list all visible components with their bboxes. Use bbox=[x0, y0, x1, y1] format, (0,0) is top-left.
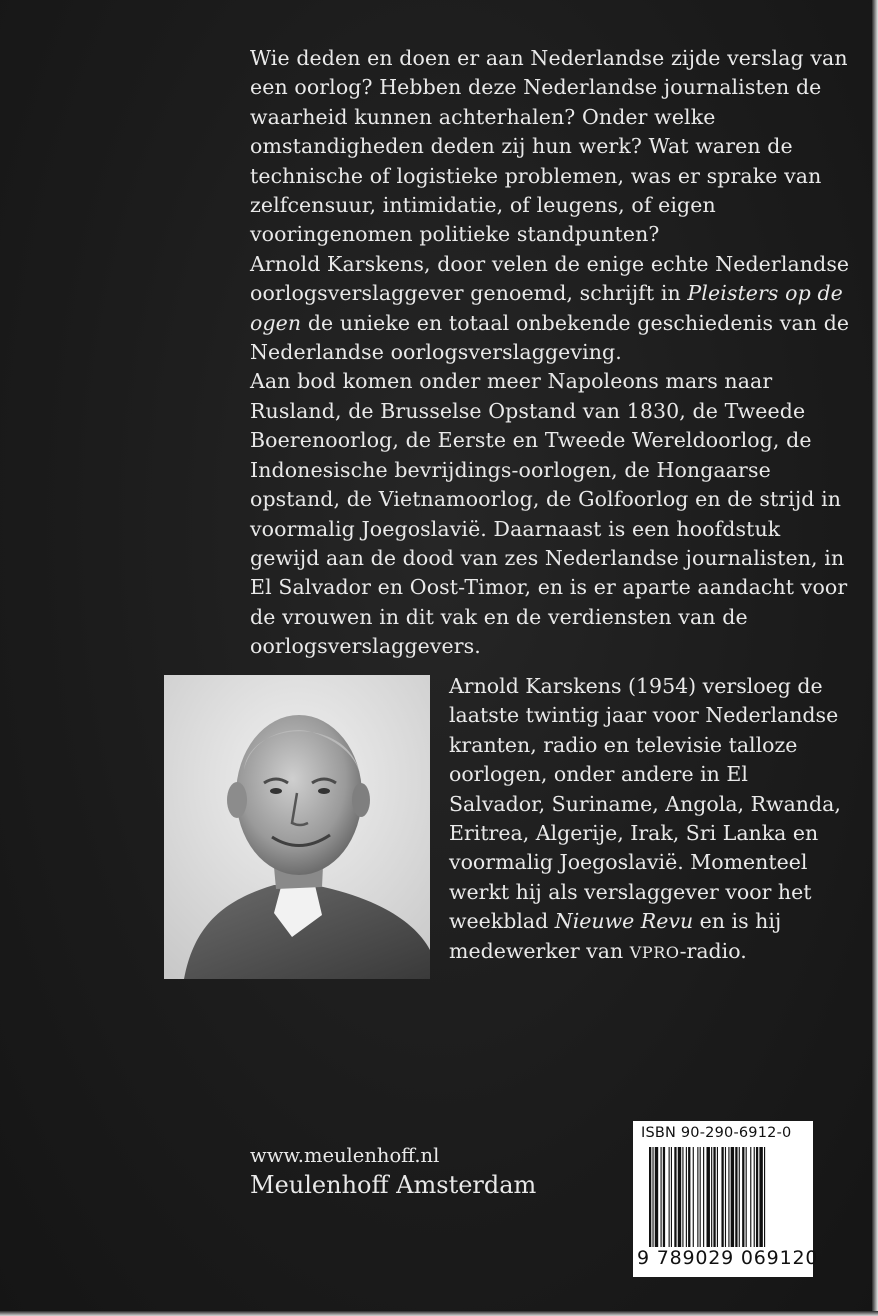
publisher-name: Meulenhoff Amsterdam bbox=[250, 1171, 537, 1199]
barcode-bar bbox=[735, 1147, 737, 1247]
barcode-bar bbox=[764, 1147, 765, 1247]
author-bio bbox=[449, 672, 849, 967]
barcode-bar bbox=[688, 1147, 690, 1247]
blurb-p2-before: Arnold Karskens, door velen de enige echte Nederlandse oorlogsverslaggever genoemd, schrijft in bbox=[250, 251, 850, 306]
barcode-bar bbox=[750, 1147, 751, 1247]
barcode-bar bbox=[693, 1147, 694, 1247]
barcode-bar bbox=[731, 1147, 734, 1247]
blurb-p2-after: de unieke en totaal onbekende geschiedenis van de Nederlandse oorlogsverslaggeving. bbox=[250, 310, 850, 365]
barcode-bar bbox=[728, 1147, 729, 1247]
author-bio-paragraph bbox=[449, 672, 849, 967]
author-photo bbox=[164, 675, 430, 979]
broadcaster-name: VPRO bbox=[629, 942, 680, 962]
barcode-bar bbox=[682, 1147, 683, 1247]
ean-number: 9 789029 069120 bbox=[637, 1247, 819, 1269]
barcode-bar bbox=[754, 1147, 755, 1247]
bio-text: Arnold Karskens (1954) versloeg de laatste twintig jaar voor Nederlandse kranten, radio en televisie talloze oorlogen, onder andere in El Salvador, Suriname, Angola, Rwanda, Eritrea, Algerije, Irak, Sri Lanka en voormalig Joegoslavië. Momenteel werkt hij als verslaggever voor het weekblad bbox=[449, 674, 841, 934]
barcode-bar bbox=[759, 1147, 762, 1247]
blurb-paragraph-3: Aan bod komen onder meer Napoleons mars naar Rusland, de Brusselse Opstand van 1830, de Tweede Boerenoorlog, de Eerste en Tweede Wereldoorlog, de Indonesische bevrijdings-oorlogen, de Hongaarse opstand, de Vietnamoorlog, de Golfoorlog en de strijd in voormalig Joegoslavië. Daarnaast is een hoofdstuk gewijd aan de dood van zes Nederlandse journalisten, in El Salvador en Oost-Timor, en is er aparte aandacht voor de vrouwen in dit vak en de verdiensten van de oorlogsverslaggevers. bbox=[250, 369, 848, 659]
barcode-bar bbox=[711, 1147, 712, 1247]
barcode-bar bbox=[669, 1147, 670, 1247]
barcode-bar bbox=[703, 1147, 704, 1247]
barcode-label bbox=[633, 1121, 819, 1277]
bio-end: -radio. bbox=[679, 938, 747, 963]
cover-edge-right bbox=[872, 0, 878, 1316]
barcode-bar bbox=[661, 1147, 662, 1247]
barcode-bar bbox=[652, 1147, 653, 1247]
barcode-bar bbox=[756, 1147, 758, 1247]
barcode-bar bbox=[697, 1147, 698, 1247]
bio-middle: en is hij medewerker van bbox=[449, 909, 782, 963]
cover-edge-bottom bbox=[0, 1311, 878, 1316]
isbn-number: ISBN 90-290-6912-0 bbox=[641, 1125, 792, 1141]
barcode-bar bbox=[655, 1147, 658, 1247]
barcode-bar bbox=[663, 1147, 665, 1247]
barcode-bar bbox=[649, 1147, 651, 1247]
publisher-url: www.meulenhoff.nl bbox=[250, 1144, 440, 1167]
book-title: Pleisters op de ogen bbox=[250, 281, 843, 335]
barcode-bar bbox=[700, 1147, 701, 1247]
barcode-bar bbox=[739, 1147, 740, 1247]
barcode-bars bbox=[649, 1147, 799, 1247]
barcode-bar bbox=[671, 1147, 672, 1247]
blurb-text bbox=[250, 44, 850, 662]
barcode-bar bbox=[713, 1147, 715, 1247]
blurb-paragraph-2 bbox=[250, 250, 850, 368]
barcode-bar bbox=[678, 1147, 681, 1247]
barcode-bar bbox=[674, 1147, 676, 1247]
barcode-bar bbox=[742, 1147, 744, 1247]
blurb-paragraph-1: Wie deden en doen er aan Nederlandse zijde verslag van een oorlog? Hebben deze Nederlandse journalisten de waarheid kunnen achterhalen? Onder welke omstandigheden deden zij hun werk? Wat waren de technische of logistieke problemen, was er sprake van zelfcensuur, intimidatie, of leugens, of eigen vooringenomen politieke standpunten? bbox=[250, 46, 848, 247]
barcode-bar bbox=[721, 1147, 723, 1247]
magazine-title: Nieuwe Revu bbox=[554, 909, 694, 934]
barcode-bar bbox=[707, 1147, 710, 1247]
barcode-bar bbox=[746, 1147, 747, 1247]
barcode-bar bbox=[725, 1147, 726, 1247]
barcode-bar bbox=[717, 1147, 718, 1247]
publisher-info bbox=[250, 1143, 536, 1201]
barcode-bar bbox=[686, 1147, 687, 1247]
